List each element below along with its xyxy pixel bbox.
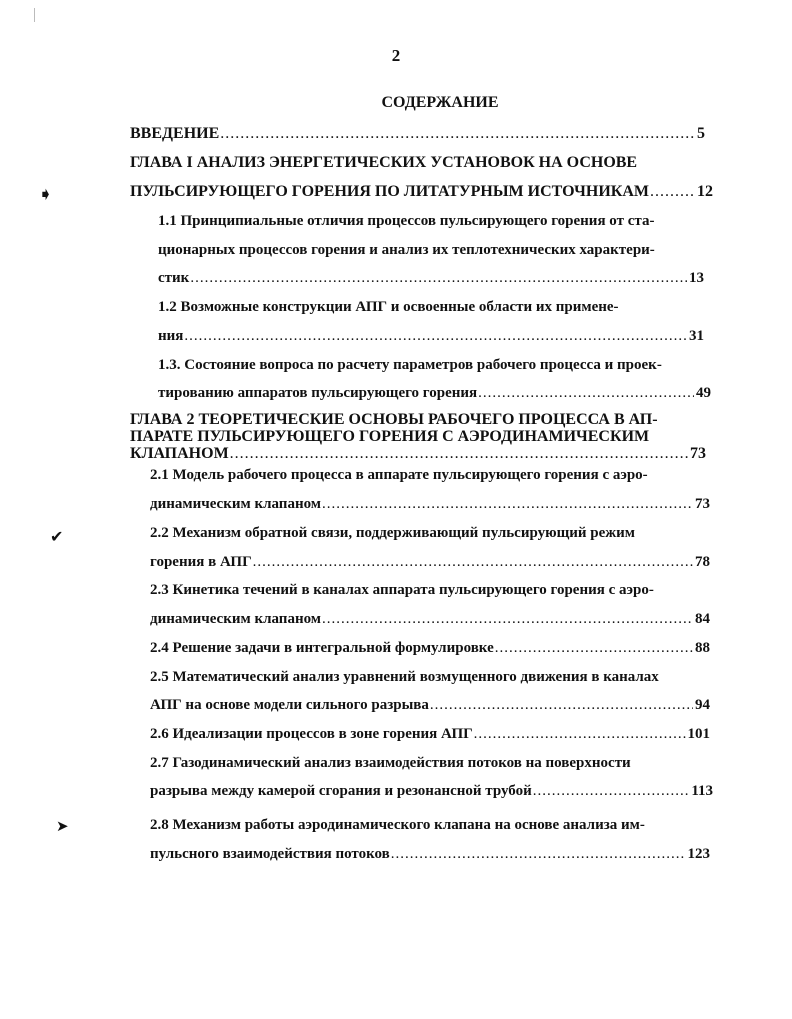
dot-leader xyxy=(322,609,693,629)
toc-chapter-1-line2[interactable] xyxy=(130,182,713,202)
toc-section-2-4[interactable] xyxy=(150,638,710,658)
entry-text: динамическим клапаном xyxy=(150,496,322,512)
entry-page: 73 xyxy=(695,496,710,512)
entry-text: КЛАПАНОМ xyxy=(130,445,229,462)
entry-page: 12 xyxy=(697,183,713,200)
toc-section-1-3-line2[interactable] xyxy=(158,383,711,403)
toc-section-2-2-line1[interactable] xyxy=(150,523,713,543)
toc-section-2-1-line1[interactable] xyxy=(150,465,713,485)
dot-leader xyxy=(533,781,690,801)
entry-text: 2.5 Математический анализ уравнений возмущенного движения в каналах xyxy=(150,669,659,685)
entry-text: 2.7 Газодинамический анализ взаимодействия потоков на поверхности xyxy=(150,755,631,771)
entry-text: ВВЕДЕНИЕ xyxy=(130,125,220,142)
entry-page: 94 xyxy=(695,697,710,713)
dot-leader xyxy=(184,326,687,346)
entry-page: 123 xyxy=(687,846,710,862)
entry-text: 2.8 Механизм работы аэродинамического клапана на основе анализа им- xyxy=(150,817,645,833)
dot-leader xyxy=(190,268,687,288)
entry-text: 1.1 Принципиальные отличия процессов пульсирующего горения от ста- xyxy=(158,213,655,229)
entry-page: 113 xyxy=(691,783,713,799)
toc-title: СОДЕРЖАНИЕ xyxy=(381,94,499,111)
entry-page: 31 xyxy=(689,328,704,344)
toc-chapter-1-line1[interactable] xyxy=(130,153,713,173)
entry-text: ГЛАВА 2 ТЕОРЕТИЧЕСКИЕ ОСНОВЫ РАБОЧЕГО ПРОЦЕССА В АП- xyxy=(130,411,658,428)
toc-section-1-3-line1[interactable] xyxy=(158,355,713,375)
dot-leader xyxy=(430,695,693,715)
dot-leader xyxy=(230,444,688,464)
toc-section-2-1-line2[interactable] xyxy=(150,494,710,514)
toc-section-2-6[interactable] xyxy=(150,724,710,744)
entry-page: 101 xyxy=(687,726,710,742)
dot-leader xyxy=(495,638,693,658)
entry-text: АПГ на основе модели сильного разрыва xyxy=(150,697,429,713)
margin-arrow-small-icon: ➤ xyxy=(56,817,69,835)
margin-arrow-icon: ➧ xyxy=(38,184,54,205)
entry-text: 1.3. Состояние вопроса по расчету параметров рабочего процесса и проек- xyxy=(158,357,662,373)
entry-text: ГЛАВА I АНАЛИЗ ЭНЕРГЕТИЧЕСКИХ УСТАНОВОК НА ОСНОВЕ xyxy=(130,154,638,171)
entry-text: 1.2 Возможные конструкции АПГ и освоенные области их примене- xyxy=(158,299,619,315)
entry-page: 78 xyxy=(695,554,710,570)
entry-text: ния xyxy=(158,328,184,344)
toc-section-1-1-line3[interactable] xyxy=(158,268,704,288)
dot-leader xyxy=(650,182,695,202)
toc-section-1-2-line2[interactable] xyxy=(158,326,704,346)
page-number: 2 xyxy=(391,46,401,65)
toc-section-1-2-line1[interactable] xyxy=(158,297,713,317)
entry-text: ПАРАТЕ ПУЛЬСИРУЮЩЕГО ГОРЕНИЯ С АЭРОДИНАМИЧЕСКИМ xyxy=(130,428,650,445)
entry-text: горения в АПГ xyxy=(150,554,252,570)
toc-section-2-7-line2[interactable] xyxy=(150,781,713,801)
entry-page: 5 xyxy=(697,125,705,142)
dot-leader xyxy=(322,494,693,514)
toc-section-2-3-line1[interactable] xyxy=(150,580,713,600)
entry-page: 88 xyxy=(695,640,710,656)
entry-text: динамическим клапаном xyxy=(150,611,322,627)
entry-text: стик xyxy=(158,270,190,286)
toc-section-1-1-line2[interactable] xyxy=(158,240,710,260)
dot-leader xyxy=(253,552,693,572)
toc-section-2-5-line1[interactable] xyxy=(150,667,713,687)
dot-leader xyxy=(391,844,686,864)
toc-section-2-7-line1[interactable] xyxy=(150,753,713,773)
toc-section-2-3-line2[interactable] xyxy=(150,609,710,629)
entry-text: тированию аппаратов пульсирующего горения xyxy=(158,385,478,401)
entry-page: 73 xyxy=(690,445,706,462)
entry-page: 49 xyxy=(696,385,711,401)
dot-leader xyxy=(220,124,695,144)
dot-leader xyxy=(478,383,694,403)
toc-section-1-1-line1[interactable] xyxy=(158,211,710,231)
entry-text: 2.6 Идеализации процессов в зоне горения АПГ xyxy=(150,726,473,742)
dot-leader xyxy=(474,724,686,744)
toc-section-2-8-line1[interactable] xyxy=(150,815,713,835)
entry-text: ционарных процессов горения и анализ их теплотехнических характери- xyxy=(158,242,655,258)
entry-text: 2.3 Кинетика течений в каналах аппарата пульсирующего горения с аэро- xyxy=(150,582,654,598)
toc-section-2-8-line2[interactable] xyxy=(150,844,710,864)
toc-entry-intro[interactable] xyxy=(130,124,705,144)
entry-text: 2.2 Механизм обратной связи, поддерживающий пульсирующий режим xyxy=(150,525,636,541)
entry-text: 2.1 Модель рабочего процесса в аппарате пульсирующего горения с аэро- xyxy=(150,467,648,483)
entry-text: пульсного взаимодействия потоков xyxy=(150,846,390,862)
entry-page: 13 xyxy=(689,270,704,286)
margin-check-icon: ✔ xyxy=(50,527,64,546)
entry-text: разрыва между камерой сгорания и резонансной трубой xyxy=(150,783,532,799)
entry-page: 84 xyxy=(695,611,710,627)
entry-text: 2.4 Решение задачи в интегральной формулировке xyxy=(150,640,494,656)
toc-section-2-2-line2[interactable] xyxy=(150,552,710,572)
entry-text: ПУЛЬСИРУЮЩЕГО ГОРЕНИЯ ПО ЛИТАТУРНЫМ ИСТОЧНИКАМ xyxy=(130,183,650,200)
toc-section-2-5-line2[interactable] xyxy=(150,695,710,715)
toc-chapter-2-line3[interactable] xyxy=(130,444,706,464)
